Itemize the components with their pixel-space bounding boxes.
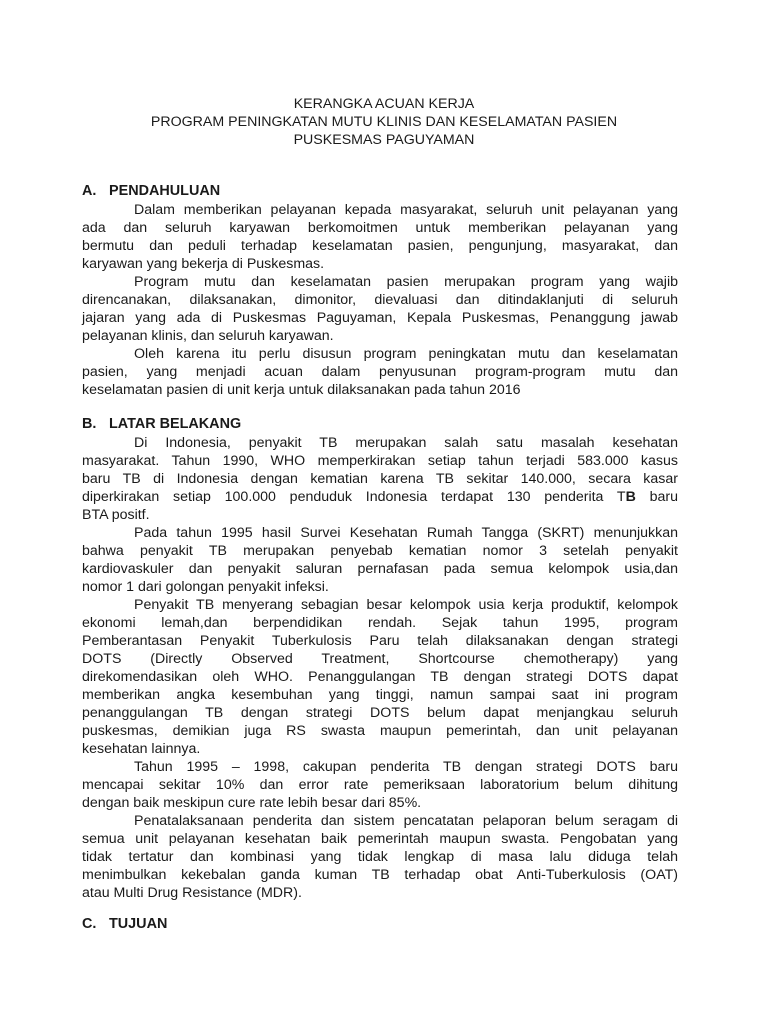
text-line: Tahun 1995 – 1998, cakupan penderita TB dengan strategi DOTS baru bbox=[134, 759, 678, 775]
text-line: Penyakit TB menyerang sebagian besar kelompok usia kerja produktif, kelompok bbox=[134, 597, 678, 613]
text-line: jajaran yang ada di Puskesmas Paguyaman, Kepala Puskesmas, Penanggung jawab bbox=[82, 310, 678, 326]
text-line: baru TB di Indonesia dengan kematian karena TB sekitar 140.000, secara kasar bbox=[82, 471, 678, 487]
text-line: BTA positf. bbox=[82, 507, 150, 523]
text-line: Penatalaksanaan penderita dan sistem pencatatan pelaporan belum seragam di bbox=[134, 813, 678, 829]
section-title: LATAR BELAKANG bbox=[109, 416, 242, 432]
text-line: Pemberantasan Penyakit Tuberkulosis Paru telah dilaksanakan dengan strategi bbox=[82, 633, 678, 649]
section-latar-belakang bbox=[82, 414, 678, 902]
section-heading bbox=[82, 414, 678, 434]
text-line: kardiovaskuler dan penyakit saluran pernafasan pada semua kelompok usia,dan bbox=[82, 561, 678, 577]
text-line-with-bold bbox=[82, 488, 678, 506]
text-line: bermutu dan peduli terhadap keselamatan pasien, pengunjung, masyarakat, dan bbox=[82, 238, 678, 254]
section-heading bbox=[82, 914, 678, 934]
text-line: dengan baik meskipun cure rate lebih besar dari 85%. bbox=[82, 795, 422, 811]
section-title: TUJUAN bbox=[109, 916, 168, 932]
text-line: penanggulangan TB dengan strategi DOTS belum dapat menjangkau seluruh bbox=[82, 705, 678, 721]
text-line: DOTS (Directly Observed Treatment, Shortcourse chemotherapy) yang bbox=[82, 651, 678, 667]
title-line-3: PUSKESMAS PAGUYAMAN bbox=[293, 132, 475, 148]
title-line-1: KERANGKA ACUAN KERJA bbox=[293, 96, 475, 112]
section-number: B. bbox=[82, 416, 97, 432]
section-body bbox=[82, 201, 678, 399]
text-line: semua unit pelayanan kesehatan baik pemerintah maupun swasta. Pengobatan yang bbox=[82, 831, 678, 847]
text-line: pasien, yang menjadi acuan dalam penyusunan program-program mutu dan bbox=[82, 364, 678, 380]
bold-fragment: B bbox=[625, 489, 636, 505]
section-number: A. bbox=[82, 183, 97, 199]
text-line: Pada tahun 1995 hasil Survei Kesehatan Rumah Tangga (SKRT) menunjukkan bbox=[134, 525, 678, 541]
section-pendahuluan bbox=[82, 181, 678, 399]
text-line: puskesmas, demikian juga RS swasta maupun pemerintah, dan unit pelayanan bbox=[82, 723, 678, 739]
section-number: C. bbox=[82, 916, 97, 932]
text-line: menimbulkan kekebalan ganda kuman TB terhadap obat Anti-Tuberkulosis (OAT) bbox=[82, 867, 678, 883]
text-line: ekonomi lemah,dan berpendidikan rendah. Sejak tahun 1995, program bbox=[82, 615, 678, 631]
text-line: pelayanan klinis, dan seluruh karyawan. bbox=[82, 328, 334, 344]
text-line: mencapai sekitar 10% dan error rate pemeriksaan laboratorium belum dihitung bbox=[82, 777, 678, 793]
section-title: PENDAHULUAN bbox=[109, 183, 221, 199]
section-heading bbox=[82, 181, 678, 201]
text-line: direkomendasikan oleh WHO. Penanggulangan TB dengan strategi DOTS dapat bbox=[82, 669, 678, 685]
text-line: atau Multi Drug Resistance (MDR). bbox=[82, 885, 302, 901]
text-line: Program mutu dan keselamatan pasien merupakan program yang wajib bbox=[134, 274, 678, 290]
text-line: bahwa penyakit TB merupakan penyebab kematian nomor 3 setelah penyakit bbox=[82, 543, 678, 559]
document-title bbox=[0, 95, 768, 149]
text-line: Dalam memberikan pelayanan kepada masyarakat, seluruh unit pelayanan yang bbox=[134, 202, 678, 218]
text-line: ada dan seluruh karyawan berkomoitmen untuk memberikan pelayanan yang bbox=[82, 220, 678, 236]
text-line: tidak tertatur dan kombinasi yang tidak lengkap di masa lalu diduga telah bbox=[82, 849, 678, 865]
text-fragment: diperkirakan setiap 100.000 penduduk Indonesia terdapat 130 penderita T bbox=[82, 489, 626, 505]
text-line: keselamatan pasien di unit kerja untuk dilaksanakan pada tahun 2016 bbox=[82, 382, 521, 398]
section-body bbox=[82, 434, 678, 902]
text-line: karyawan yang bekerja di Puskesmas. bbox=[82, 256, 325, 272]
section-tujuan bbox=[82, 914, 678, 934]
text-line: masyarakat. Tahun 1990, WHO memperkirakan setiap tahun terjadi 583.000 kasus bbox=[82, 453, 678, 469]
text-line: nomor 1 dari golongan penyakit infeksi. bbox=[82, 579, 329, 595]
text-line: Di Indonesia, penyakit TB merupakan salah satu masalah kesehatan bbox=[134, 435, 678, 451]
text-line: direncanakan, dilaksanakan, dimonitor, dievaluasi dan ditindaklanjuti di seluruh bbox=[82, 292, 678, 308]
title-line-2: PROGRAM PENINGKATAN MUTU KLINIS DAN KESELAMATAN PASIEN bbox=[150, 114, 618, 130]
text-fragment: baru bbox=[635, 489, 678, 505]
text-line: Oleh karena itu perlu disusun program peningkatan mutu dan keselamatan bbox=[134, 346, 678, 362]
text-line: memberikan angka kesembuhan yang tinggi, namun sampai saat ini program bbox=[82, 687, 678, 703]
text-line: kesehatan lainnya. bbox=[82, 741, 201, 757]
